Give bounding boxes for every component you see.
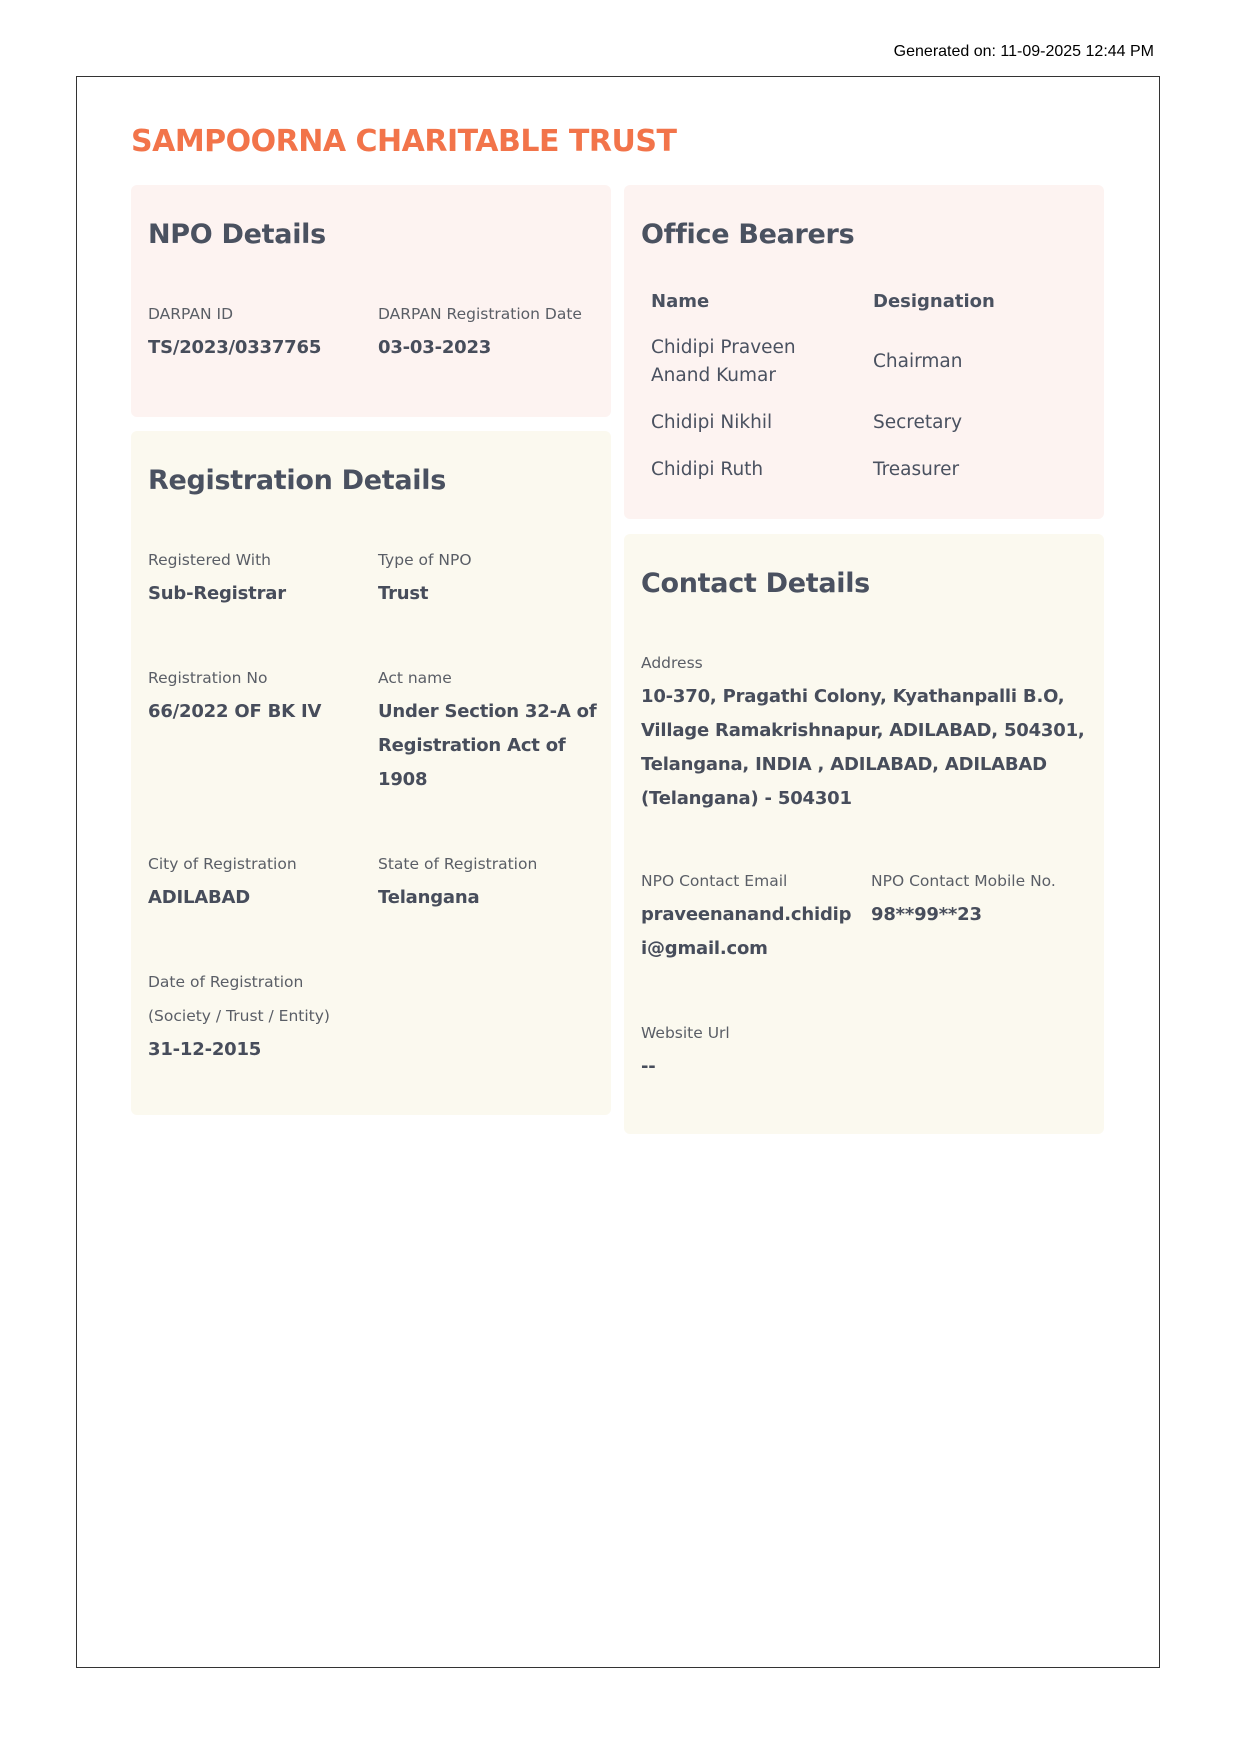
act-name-label: Act name: [378, 669, 452, 687]
darpan-id-label: DARPAN ID: [148, 305, 234, 323]
bearer-name: Chidipi Ruth: [651, 459, 764, 480]
state-of-registration-label: State of Registration: [378, 855, 538, 873]
contact-mobile-value: 98**99**23: [871, 904, 982, 925]
npo-details-title: NPO Details: [148, 219, 326, 250]
office-bearers-card: [624, 185, 1104, 519]
contact-mobile-label: NPO Contact Mobile No.: [871, 872, 1056, 890]
date-of-registration-value: 31-12-2015: [148, 1039, 262, 1060]
column-header-name: Name: [651, 291, 710, 312]
bearer-name: Chidipi Nikhil: [651, 412, 773, 433]
contact-details-card: [624, 534, 1104, 1134]
contact-details-title: Contact Details: [641, 568, 870, 599]
date-of-registration-label: Date of Registration (Society / Trust / Entity): [148, 973, 330, 1025]
address-label: Address: [641, 654, 703, 672]
registration-no-label: Registration No: [148, 669, 268, 687]
website-url-label: Website Url: [641, 1024, 730, 1042]
act-name-value: Under Section 32-A of Registration Act of 1908: [378, 701, 597, 790]
contact-email-label: NPO Contact Email: [641, 872, 788, 890]
city-of-registration-value: ADILABAD: [148, 887, 250, 908]
bearer-designation: Treasurer: [873, 459, 960, 480]
generated-timestamp: Generated on: 11-09-2025 12:44 PM: [893, 43, 1154, 60]
office-bearers-title: Office Bearers: [641, 219, 855, 250]
registration-details-title: Registration Details: [148, 465, 446, 496]
darpan-id-value: TS/2023/0337765: [148, 337, 322, 358]
npo-type-label: Type of NPO: [378, 551, 472, 569]
registered-with-value: Sub-Registrar: [148, 583, 286, 604]
npo-type-value: Trust: [378, 583, 429, 604]
contact-email-value: praveenanand.chidipi@gmail.com: [641, 904, 852, 959]
bearer-designation: Chairman: [873, 351, 963, 372]
registration-no-value: 66/2022 OF BK IV: [148, 701, 322, 722]
darpan-reg-date-label: DARPAN Registration Date: [378, 305, 582, 323]
npo-details-card: [131, 185, 611, 417]
address-value: 10-370, Pragathi Colony, Kyathanpalli B.O, Village Ramakrishnapur, ADILABAD, 504301, Telangana, INDIA , ADILABAD, ADILABAD (Telangana) - 504301: [641, 686, 1085, 809]
column-header-designation: Designation: [873, 291, 995, 312]
state-of-registration-value: Telangana: [378, 887, 480, 908]
bearer-name: Chidipi Praveen Anand Kumar: [651, 337, 796, 386]
registration-details-card: [131, 431, 611, 1115]
organization-title: SAMPOORNA CHARITABLE TRUST: [131, 124, 677, 159]
city-of-registration-label: City of Registration: [148, 855, 297, 873]
bearer-designation: Secretary: [873, 412, 963, 433]
darpan-reg-date-value: 03-03-2023: [378, 337, 492, 358]
website-url-value: --: [641, 1056, 656, 1077]
registered-with-label: Registered With: [148, 551, 271, 569]
